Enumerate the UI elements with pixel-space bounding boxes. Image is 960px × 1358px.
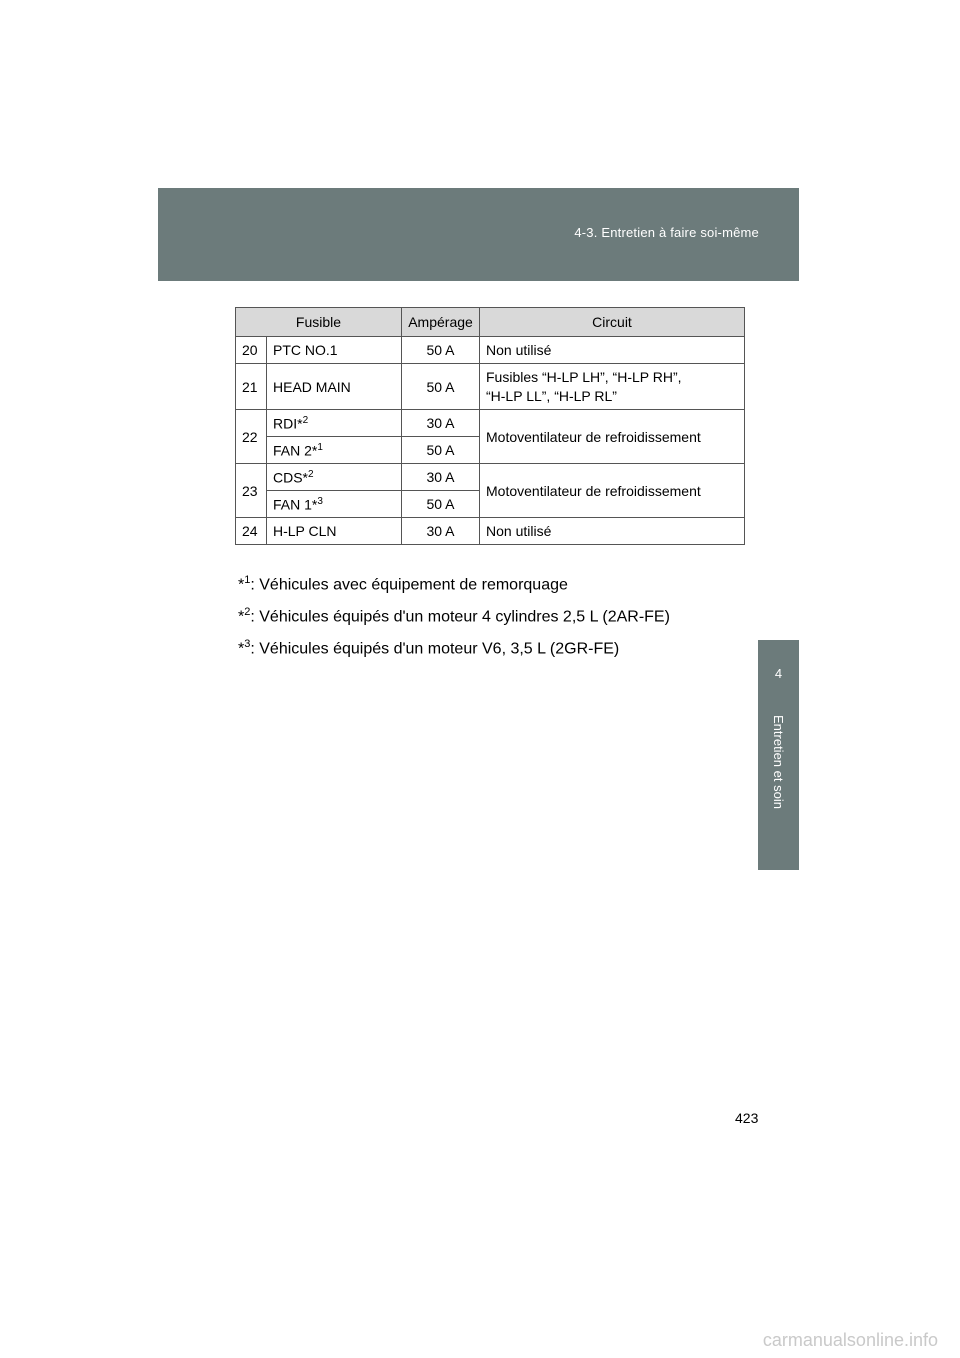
fuse-name-text: FAN 1* <box>273 496 318 513</box>
fuse-name: PTC NO.1 <box>267 337 402 364</box>
fuse-amperage: 50 A <box>402 491 480 518</box>
chapter-number: 4 <box>774 666 783 681</box>
footnote-text: : Véhicules avec équipement de remorquage <box>250 576 568 594</box>
table-header-row <box>236 308 745 337</box>
fuse-name: HEAD MAIN <box>267 364 402 410</box>
fuse-amperage: 30 A <box>402 518 480 545</box>
fuse-amperage: 50 A <box>402 437 480 464</box>
fuse-name-text: RDI* <box>273 415 303 432</box>
table-row <box>236 364 745 410</box>
table-row <box>236 410 745 437</box>
table-row <box>236 464 745 491</box>
fuse-amperage: 50 A <box>402 337 480 364</box>
footnote-marker: 3 <box>317 495 323 507</box>
page-number: 423 <box>735 1110 759 1126</box>
fuse-name <box>267 464 402 491</box>
footnote <box>238 566 670 594</box>
fuse-circuit <box>480 364 745 410</box>
fuse-amperage: 30 A <box>402 410 480 437</box>
footnotes <box>238 566 670 662</box>
chapter-side-tab <box>758 640 799 870</box>
fuse-name <box>267 491 402 518</box>
circuit-line-2: “H-LP LL”, “H-LP RL” <box>486 387 617 404</box>
footnote-star: * <box>238 640 245 658</box>
fuse-amperage: 50 A <box>402 364 480 410</box>
footnote-marker: 2 <box>244 606 251 618</box>
fuse-circuit: Motoventilateur de refroidissement <box>480 410 745 464</box>
table-row <box>236 518 745 545</box>
footnote-star: * <box>238 576 245 594</box>
footnote-marker: 1 <box>244 574 251 586</box>
section-header-band <box>158 188 799 281</box>
fuse-number: 24 <box>236 518 267 545</box>
chapter-label: Entretien et soin <box>771 715 786 809</box>
fuse-circuit: Non utilisé <box>480 518 745 545</box>
footnote-star: * <box>238 608 245 626</box>
circuit-line-1: Fusibles “H-LP LH”, “H-LP RH”, <box>486 368 682 385</box>
fuse-name <box>267 437 402 464</box>
fuse-name <box>267 410 402 437</box>
column-header-circuit: Circuit <box>480 308 745 337</box>
footnote-marker: 1 <box>317 441 323 453</box>
fuse-number: 22 <box>236 410 267 464</box>
fuse-number: 21 <box>236 364 267 410</box>
fuse-circuit: Non utilisé <box>480 337 745 364</box>
fuse-number: 23 <box>236 464 267 518</box>
fuse-name: H-LP CLN <box>267 518 402 545</box>
footnote-marker: 2 <box>302 414 309 426</box>
fuse-number: 20 <box>236 337 267 364</box>
fuse-name-text: CDS* <box>273 469 309 486</box>
footnote <box>238 598 670 626</box>
footnote-marker: 2 <box>308 468 314 480</box>
footnote <box>238 630 670 658</box>
fuse-amperage: 30 A <box>402 464 480 491</box>
footnote-marker: 3 <box>244 638 251 650</box>
column-header-amperage: Ampérage <box>402 308 480 337</box>
watermark: carmanualsonline.info <box>762 1330 938 1350</box>
fuse-table <box>235 307 745 545</box>
fuse-name-text: FAN 2* <box>273 442 318 459</box>
footnote-text: : Véhicules équipés d'un moteur V6, 3,5 L (2GR-FE) <box>250 640 620 658</box>
table-row <box>236 337 745 364</box>
footnote-text: : Véhicules équipés d'un moteur 4 cylindres 2,5 L (2AR-FE) <box>250 608 670 626</box>
fuse-circuit: Motoventilateur de refroidissement <box>480 464 745 518</box>
column-header-fuse: Fusible <box>236 308 402 337</box>
section-title: 4-3. Entretien à faire soi-même <box>574 225 759 240</box>
